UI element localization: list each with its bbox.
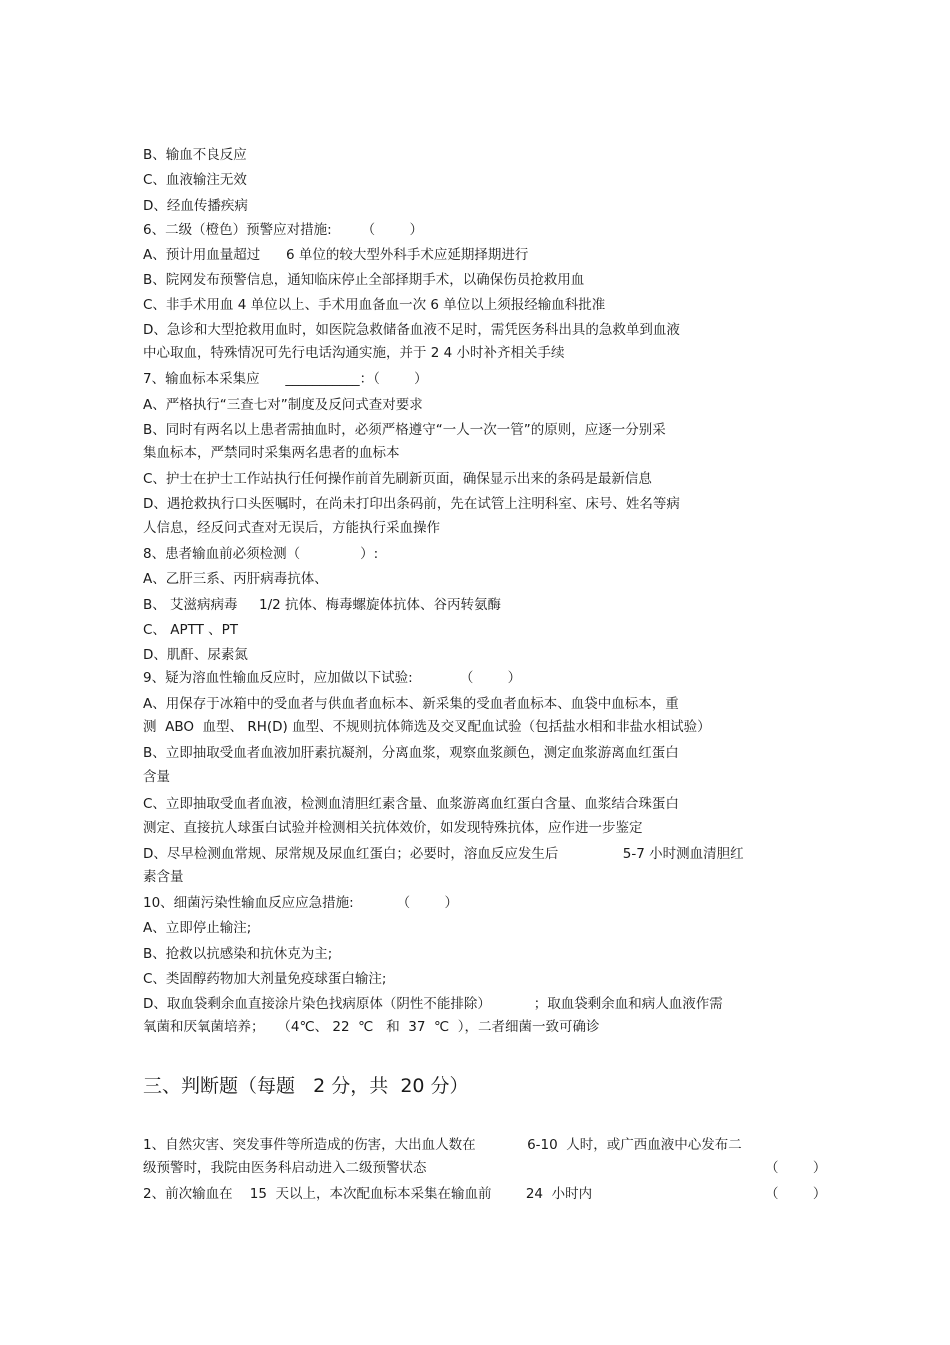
option-9c-line2: 测定、直接抗人球蛋白试验并检测相关抗体效价，如发现特殊抗体，应作进一步鉴定	[143, 820, 643, 836]
option-9d-line1: D、尽早检测血常规、尿常规及尿血红蛋白；必要时，溶血反应发生后 5-7 小时测血清胆红	[143, 846, 744, 862]
option-5b: B、输血不良反应	[143, 147, 247, 163]
option-7d-line1: D、遇抢救执行口头医嘱时，在尚未打印出条码前，先在试管上注明科室、床号、姓名等病	[143, 496, 680, 512]
question-6-stem: 6、二级（橙色）预警应对措施: （ ）	[143, 222, 424, 238]
option-9a-line1: A、用保存于冰箱中的受血者与供血者血标本、新采集的受血者血标本、血袋中血标本，重	[143, 696, 679, 712]
option-9c-line1: C、立即抽取受血者血液，检测血清胆红素含量、血浆游离血红蛋白含量、血浆结合珠蛋白	[143, 796, 679, 812]
option-7d-line2: 人信息，经反问式查对无误后，方能执行采血操作	[143, 520, 440, 536]
question-10-stem: 10、细菌污染性输血反应应急措施: （ ）	[143, 895, 458, 911]
option-8a: A、乙肝三系、丙肝病毒抗体、	[143, 571, 328, 587]
option-7a: A、严格执行“三查七对”制度及反问式查对要求	[143, 397, 423, 413]
option-10d-line1: D、取血袋剩余血直接涂片染色找病原体（阴性不能排除） ；取血袋剩余血和病人血液作需	[143, 996, 723, 1012]
judgment-1-line2: 级预警时，我院由医务科启动进入二级预警状态	[143, 1160, 427, 1176]
judgment-2-line1: 2、前次输血在 15 天以上，本次配血标本采集在输血前 24 小时内	[143, 1186, 593, 1202]
question-9-stem: 9、疑为溶血性输血反应时，应加做以下试验: （ ）	[143, 670, 522, 686]
option-8c: C、 APTT 、PT	[143, 622, 239, 638]
option-6c: C、非手术用血 4 单位以上、手术用血备血一次 6 单位以上须报经输血科批准	[143, 297, 606, 313]
option-9a-line2: 测 ABO 血型、 RH(D) 血型、不规则抗体筛选及交叉配血试验（包括盐水相和非盐水相试验）	[143, 719, 711, 735]
option-10d-line2: 氧菌和厌氧菌培养； （4℃、 22 ℃ 和 37 ℃ ），二者细菌一致可确诊	[143, 1019, 600, 1035]
option-9d-line2: 素含量	[143, 869, 184, 885]
option-9b-line2: 含量	[143, 769, 170, 785]
option-9b-line1: B、立即抽取受血者血液加肝素抗凝剂，分离血浆，观察血浆颜色，测定血浆游离血红蛋白	[143, 745, 679, 761]
option-7b-line1: B、同时有两名以上患者需抽血时，必须严格遵守“一人一次一管”的原则，应逐一分别采	[143, 422, 666, 438]
option-7b-line2: 集血标本，严禁同时采集两名患者的血标本	[143, 445, 400, 461]
option-10c: C、类固醇药物加大剂量免疫球蛋白输注;	[143, 971, 387, 987]
option-7c: C、护士在护士工作站执行任何操作前首先刷新页面，确保显示出来的条码是最新信息	[143, 471, 652, 487]
option-6b: B、院网发布预警信息，通知临床停止全部择期手术，以确保伤员抢救用血	[143, 272, 585, 288]
option-8d: D、肌酐、尿素氮	[143, 647, 248, 663]
judgment-1-line1: 1、自然灾害、突发事件等所造成的伤害，大出血人数在 6-10 人时，或广西血液中心发布二	[143, 1137, 742, 1153]
section-3-heading: 三、判断题（每题 2 分，共 20 分）	[143, 1075, 469, 1097]
question-7-stem: 7、输血标本采集应 ___________：（ ）	[143, 371, 428, 387]
option-6d-line2: 中心取血，特殊情况可先行电话沟通实施，并于 2 4 小时补齐相关手续	[143, 345, 565, 361]
option-10a: A、立即停止输注;	[143, 920, 252, 936]
option-5c: C、血液输注无效	[143, 172, 247, 188]
option-8b: B、 艾滋病病毒 1/2 抗体、梅毒螺旋体抗体、谷丙转氨酶	[143, 597, 502, 613]
option-5d: D、经血传播疾病	[143, 198, 248, 214]
option-10b: B、抢救以抗感染和抗休克为主;	[143, 946, 333, 962]
option-6d-line1: D、急诊和大型抢救用血时，如医院急救储备血液不足时，需凭医务科出具的急救单到血液	[143, 322, 680, 338]
question-8-stem: 8、患者输血前必须检测（ ）:	[143, 546, 379, 562]
judgment-2-answer-blank: （ ）	[765, 1186, 827, 1202]
option-6a: A、预计用血量超过 6 单位的较大型外科手术应延期择期进行	[143, 247, 529, 263]
judgment-1-answer-blank: （ ）	[765, 1160, 827, 1176]
